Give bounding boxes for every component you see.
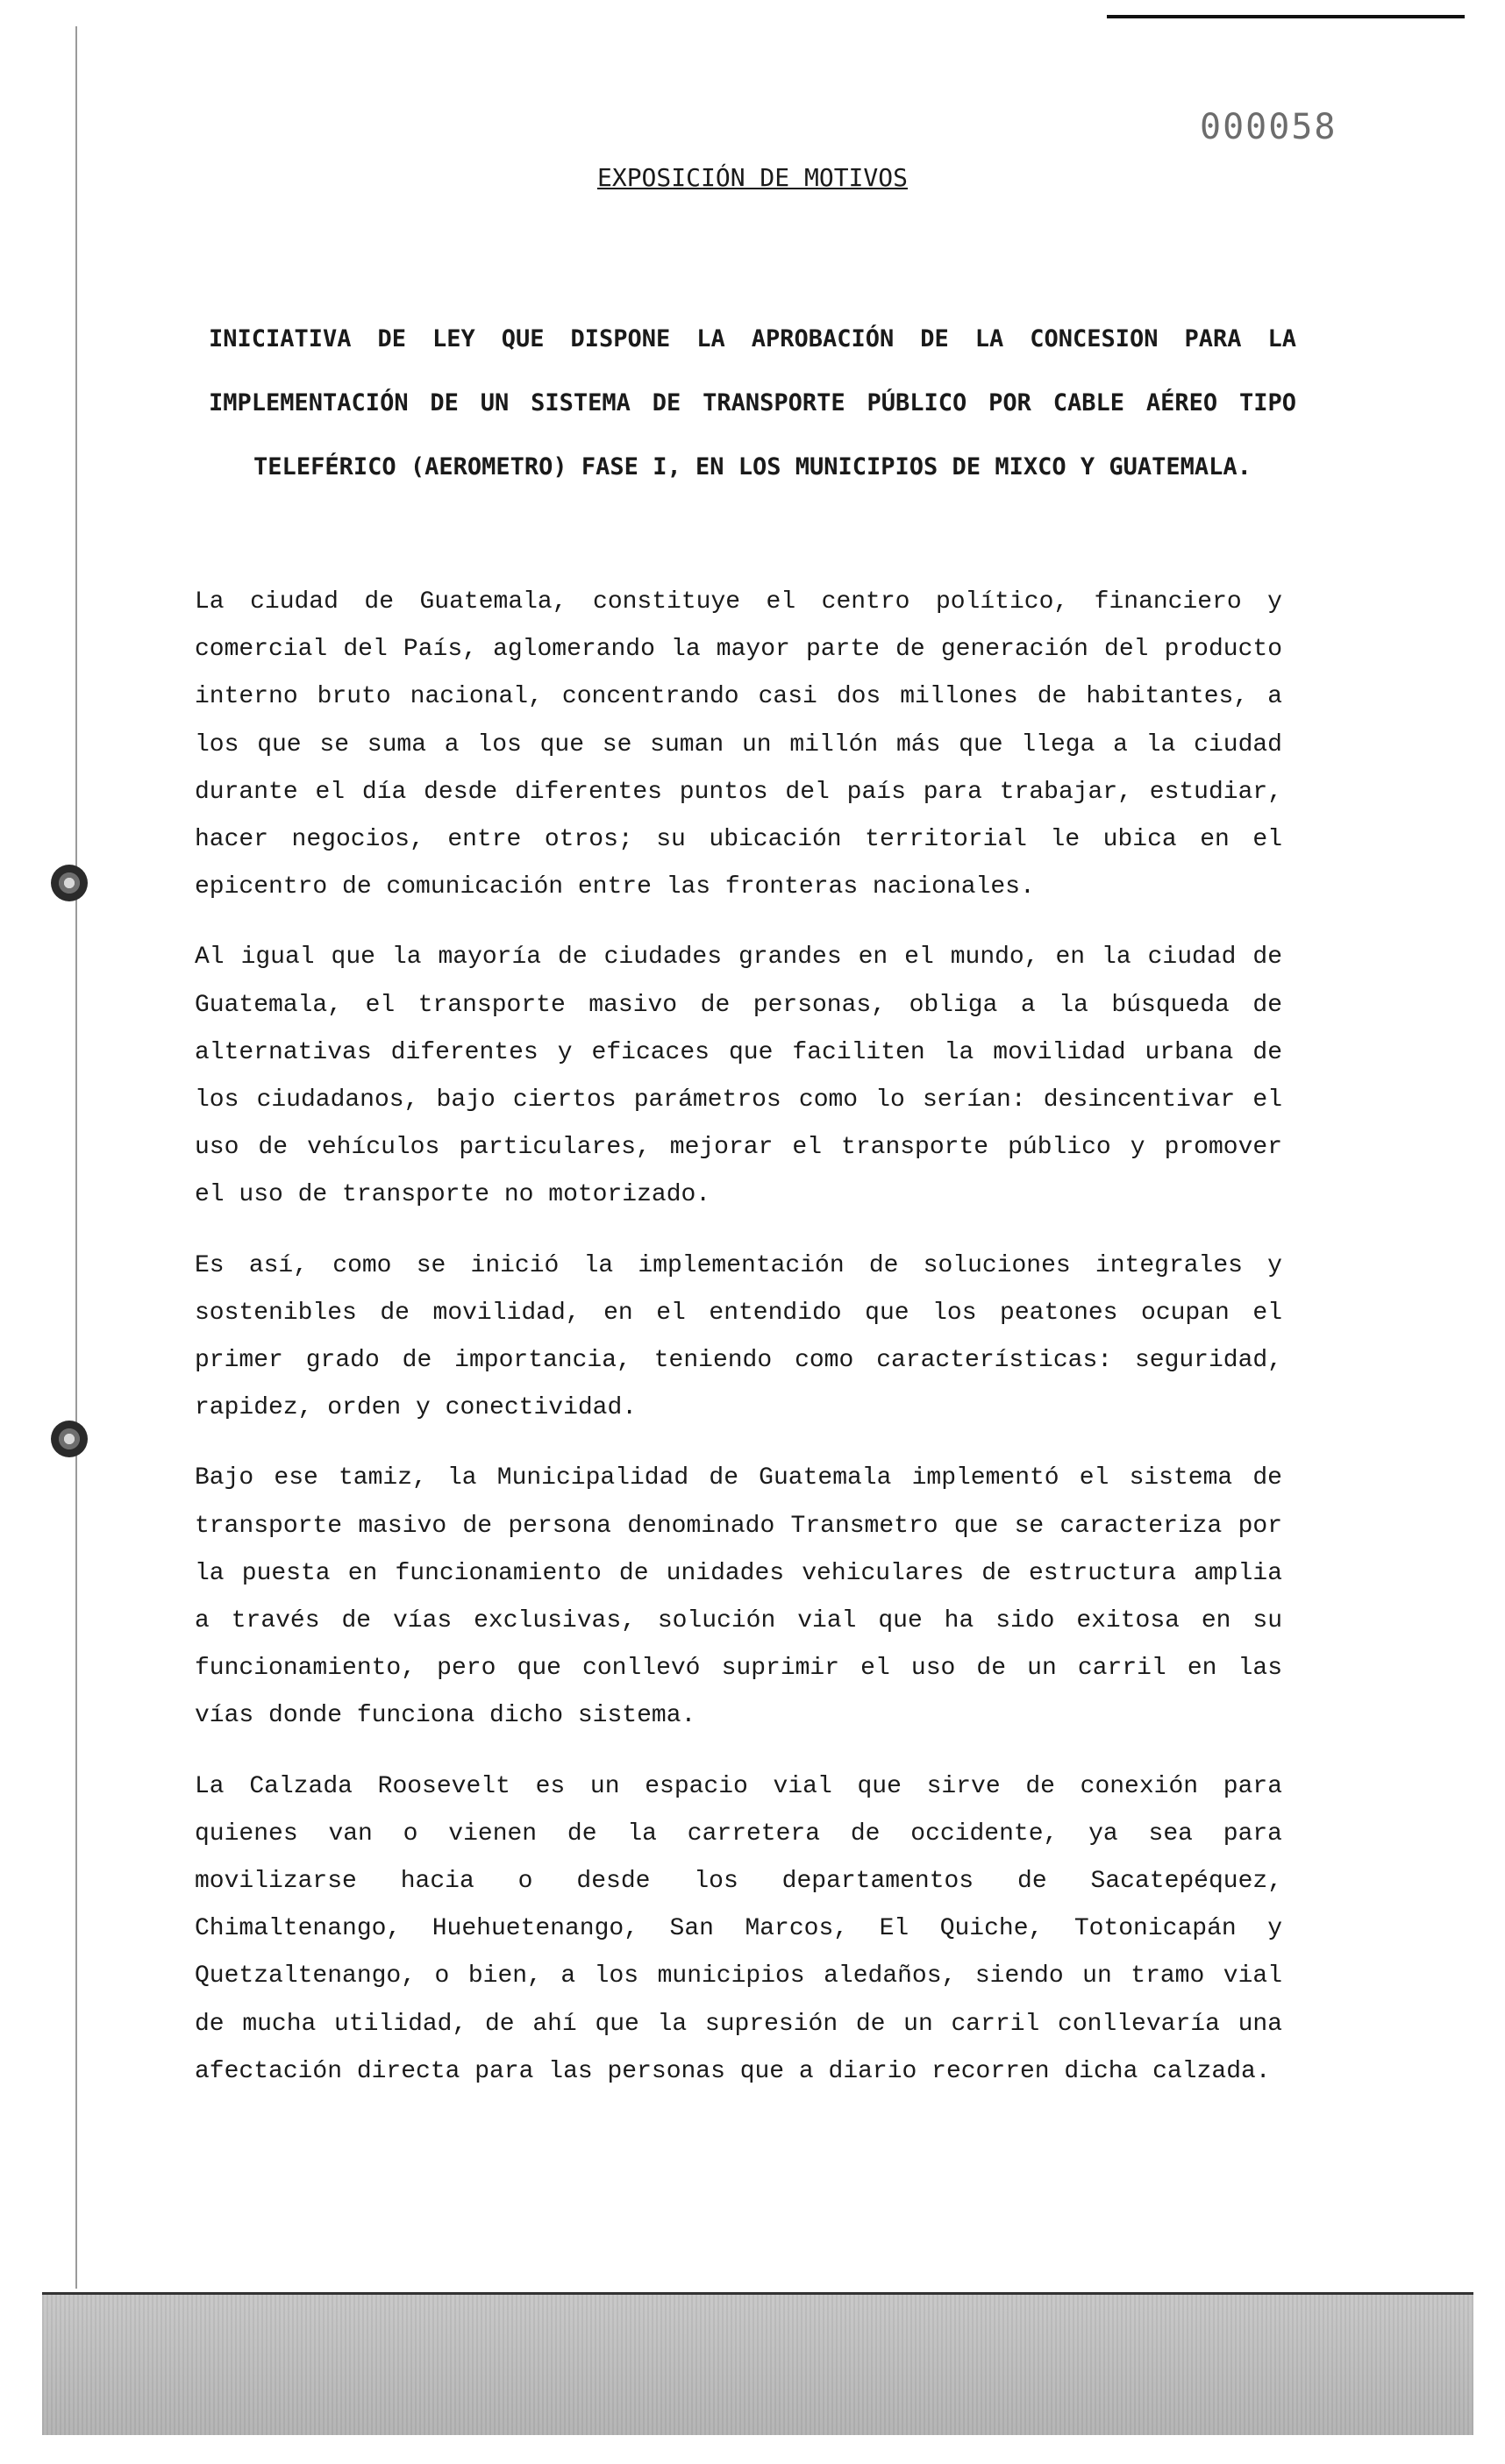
paragraph: La Calzada Roosevelt es un espacio vial que sirve de conexión para quienes van o vienen de la carretera de occidente, ya sea para movilizarse hacia o desde los departamentos de Sacatepéquez, Chimaltenango, Huehuetenango, San Marcos, El Quiche, Totonicapán y Quetzaltenango, o bien, a los municipios aledaños, siendo un tramo vial de mucha utilidad, de ahí que la supresión de un carril conllevaría una afectación directa para las personas que a diario recorren dicha calzada. (195, 1772, 1282, 2085)
paragraph: Bajo ese tamiz, la Municipalidad de Guatemala implementó el sistema de transporte masivo de persona denominado Transmetro que se caracteriza por la puesta en funcionamiento de unidades vehiculares de estructura amplia a través de vías exclusivas, solución vial que ha sido exitosa en su funcionamiento, pero que conllevó suprimir el uso de un carril en las vías donde funciona dicho sistema. (195, 1464, 1282, 1730)
paragraph: La ciudad de Guatemala, constituye el centro político, financiero y comercial del País, aglomerando la mayor parte de generación del producto interno bruto nacional, concentrando casi dos millones de habitantes, a los que se suma a los que se suman un millón más que llega a la ciudad durante el día desde diferentes puntos del país para trabajar, estudiar, hacer negocios, entre otros; su ubicación territorial le ubica en el epicentro de comunicación entre las fronteras nacionales. (195, 588, 1282, 901)
scan-shadow-band (42, 2292, 1473, 2435)
punch-hole-icon (51, 1421, 88, 1457)
top-rule (1107, 15, 1465, 18)
paragraph: Al igual que la mayoría de ciudades grandes en el mundo, en la ciudad de Guatemala, el transporte masivo de personas, obliga a la búsqueda de alternativas diferentes y eficaces que faciliten la movilidad urbana de los ciudadanos, bajo ciertos parámetros como lo serían: desincentivar el uso de vehículos particulares, mejorar el transporte público y promover el uso de transporte no motorizado. (195, 944, 1282, 1209)
punch-hole-icon (51, 865, 88, 901)
document-body (195, 579, 1282, 2119)
left-margin-line (75, 26, 77, 2289)
page-number-stamp: 000058 (1200, 107, 1337, 147)
law-initiative-title: INICIATIVA DE LEY QUE DISPONE LA APROBACIÓN DE LA CONCESION PARA LA IMPLEMENTACIÓN DE UN SISTEMA DE TRANSPORTE PÚBLICO POR CABLE AÉREO TIPO TELEFÉRICO (AEROMETRO) FASE I, EN LOS MUNICIPIOS DE MIXCO Y GUATEMALA. (209, 325, 1296, 481)
document-heading: EXPOSICIÓN DE MOTIVOS (596, 163, 908, 192)
paragraph: Es así, como se inició la implementación de soluciones integrales y sostenibles de movilidad, en el entendido que los peatones ocupan el primer grado de importancia, teniendo como características: seguridad, rapidez, orden y conectividad. (195, 1251, 1282, 1422)
